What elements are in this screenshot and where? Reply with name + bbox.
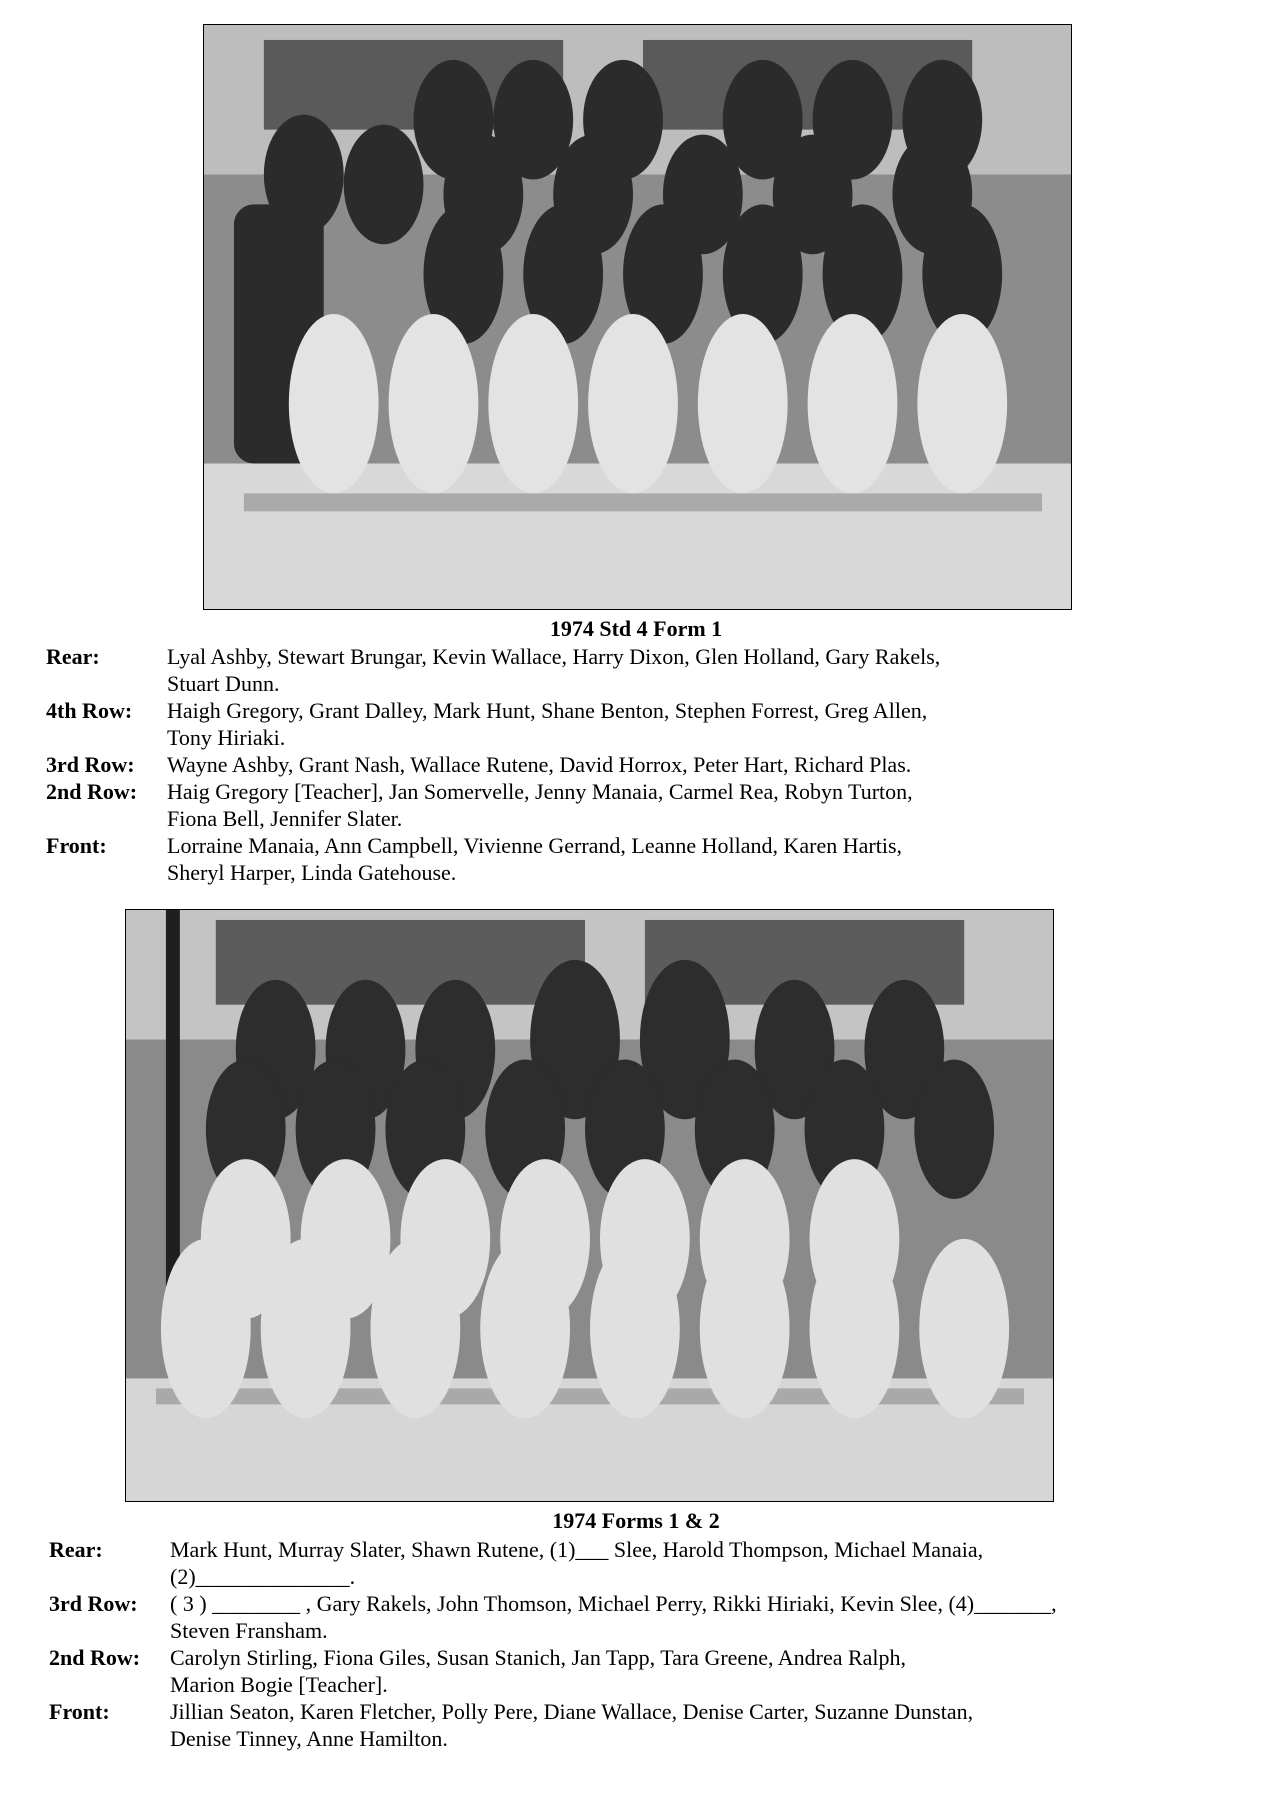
name-list [46, 643, 1226, 886]
row-names: ( 3 ) ________ , Gary Rakels, John Thomson, Michael Perry, Rikki Hiriaki, Kevin Slee, (4)_______, Steven Fransham. [170, 1591, 1057, 1643]
row-names: Lyal Ashby, Stewart Brungar, Kevin Wallace, Harry Dixon, Glen Holland, Gary Rakels, Stuart Dunn. [167, 644, 941, 696]
name-row [46, 778, 1226, 832]
class-photo-forms1-2-image [126, 910, 1053, 1501]
name-row [46, 832, 1226, 886]
row-label: Rear: [49, 1537, 103, 1562]
row-label: Rear: [46, 644, 100, 669]
row-names: Jillian Seaton, Karen Fletcher, Polly Pere, Diane Wallace, Denise Carter, Suzanne Dunstan, Denise Tinney, Anne Hamilton. [170, 1699, 974, 1751]
row-label: 3rd Row: [46, 752, 135, 777]
name-row [49, 1536, 1249, 1590]
name-row [46, 643, 1226, 697]
class-photo-std4-form1 [203, 24, 1072, 610]
row-label: Front: [49, 1699, 110, 1724]
row-names: Wayne Ashby, Grant Nash, Wallace Rutene, David Horrox, Peter Hart, Richard Plas. [167, 752, 912, 777]
row-label: 2nd Row: [46, 779, 138, 804]
row-names: Carolyn Stirling, Fiona Giles, Susan Stanich, Jan Tapp, Tara Greene, Andrea Ralph, Marion Bogie [Teacher]. [170, 1645, 907, 1697]
photo-caption: 1974 Std 4 Form 1 [549, 616, 723, 641]
name-row [46, 751, 1226, 778]
class-photo-std4-form1-image [204, 25, 1071, 609]
row-names: Haigh Gregory, Grant Dalley, Mark Hunt, Shane Benton, Stephen Forrest, Greg Allen, Tony Hiriaki. [167, 698, 928, 750]
row-names: Lorraine Manaia, Ann Campbell, Vivienne Gerrand, Leanne Holland, Karen Hartis, Sheryl Harper, Linda Gatehouse. [167, 833, 903, 885]
row-names: Haig Gregory [Teacher], Jan Somervelle, Jenny Manaia, Carmel Rea, Robyn Turton, Fiona Bell, Jennifer Slater. [167, 779, 913, 831]
row-label: Front: [46, 833, 107, 858]
name-row [49, 1698, 1249, 1752]
row-label: 4th Row: [46, 698, 133, 723]
photo-caption: 1974 Forms 1 & 2 [552, 1508, 720, 1533]
name-list [49, 1536, 1249, 1752]
name-row [49, 1644, 1249, 1698]
row-names: Mark Hunt, Murray Slater, Shawn Rutene, (1)___ Slee, Harold Thompson, Michael Manaia, (2)______________. [170, 1537, 984, 1589]
class-photo-forms1-2 [125, 909, 1054, 1502]
name-row [46, 697, 1226, 751]
name-row [49, 1590, 1249, 1644]
row-label: 2nd Row: [49, 1645, 141, 1670]
row-label: 3rd Row: [49, 1591, 138, 1616]
